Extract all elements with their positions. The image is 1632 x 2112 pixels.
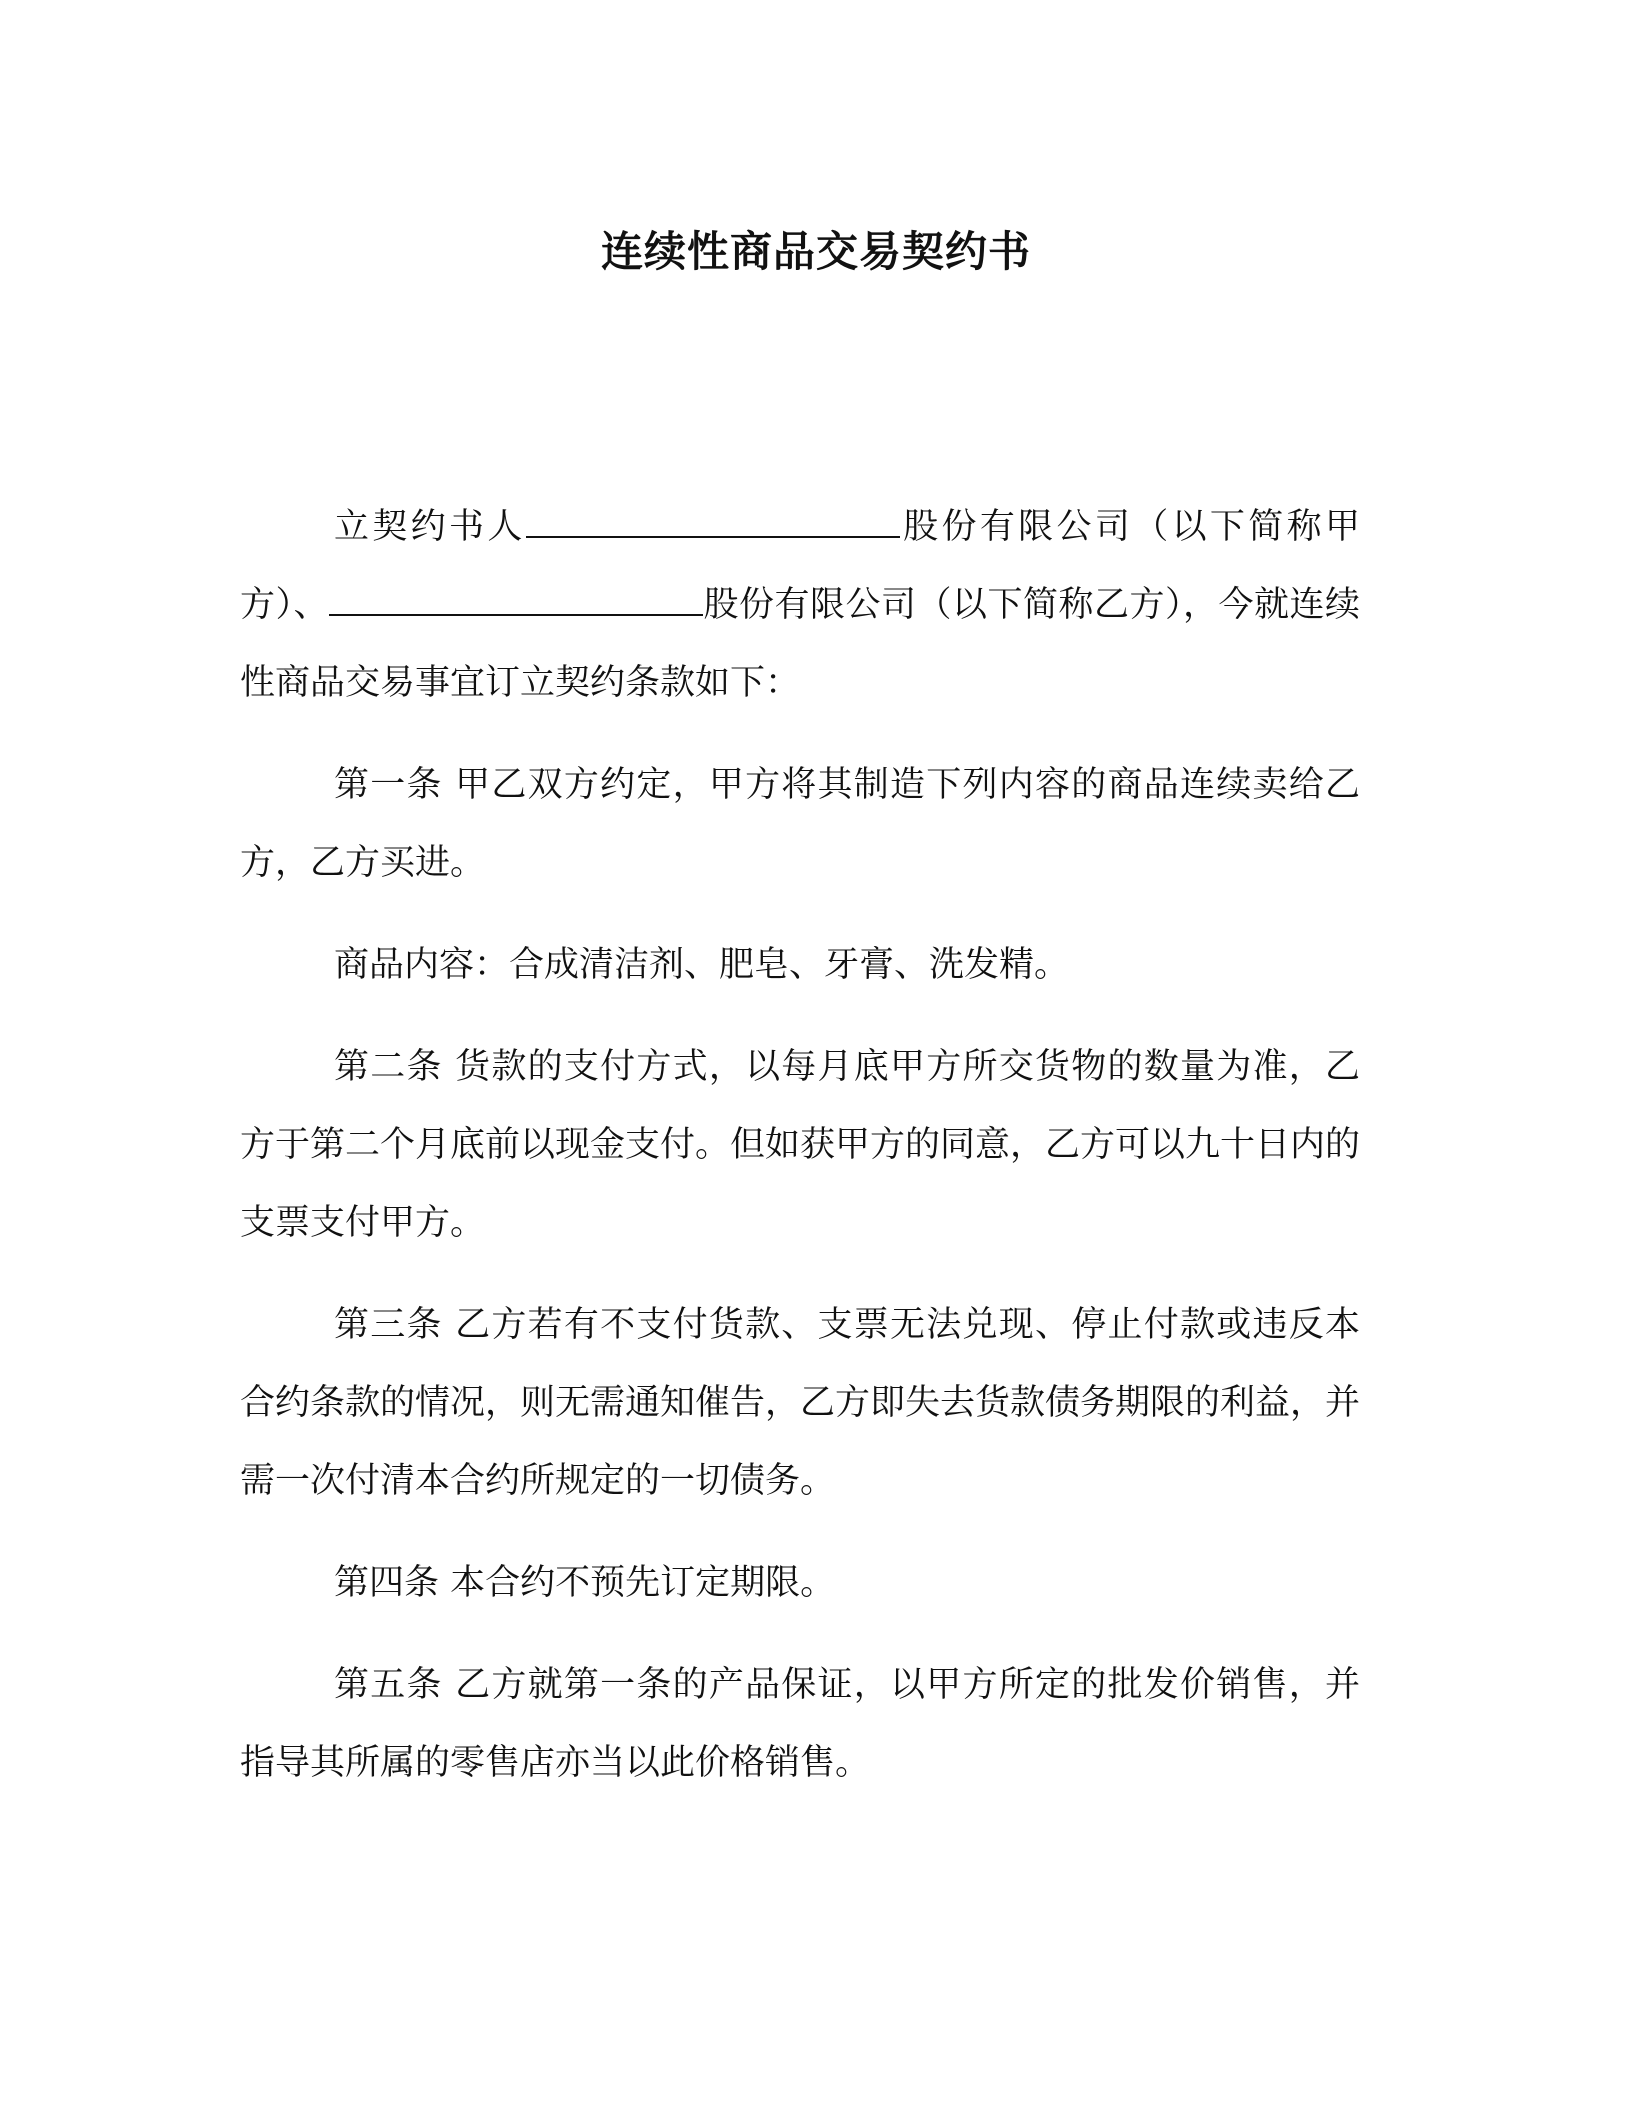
product-contents: 商品内容：合成清洁剂、肥皂、牙膏、洗发精。 [334,945,1070,985]
article-1: 第一条 甲乙双方约定，甲方将其制造下列内容的商品连续卖给乙方，乙方买进。 [240,765,1360,883]
document-body [240,488,1360,1826]
party-b-blank [329,582,703,616]
party-a-blank [526,504,900,538]
preamble-text-1: 立契约书人 [334,507,526,547]
document-title: 连续性商品交易契约书 [600,227,1031,276]
preamble-paragraph [240,488,1360,722]
preamble-text-2: 股份有限公司（以下简称甲方）、 [240,507,1360,625]
preamble-text-3: 股份有限公司（以下简称乙方），今就连续性商品交易事宜订立契约条款如下： [240,585,1360,703]
article-3: 第三条 乙方若有不支付货款、支票无法兑现、停止付款或违反本合约条款的情况，则无需通知催告，乙方即失去货款债务期限的利益，并需一次付清本合约所规定的一切债务。 [240,1305,1361,1501]
article-5: 第五条 乙方就第一条的产品保证，以甲方所定的批发价销售，并指导其所属的零售店亦当以此价格销售。 [240,1665,1360,1783]
article-4: 第四条 本合约不预先订定期限。 [334,1563,836,1603]
article-2: 第二条 货款的支付方式，以每月底甲方所交货物的数量为准，乙方于第二个月底前以现金支付。但如获甲方的同意，乙方可以九十日内的支票支付甲方。 [240,1047,1361,1243]
